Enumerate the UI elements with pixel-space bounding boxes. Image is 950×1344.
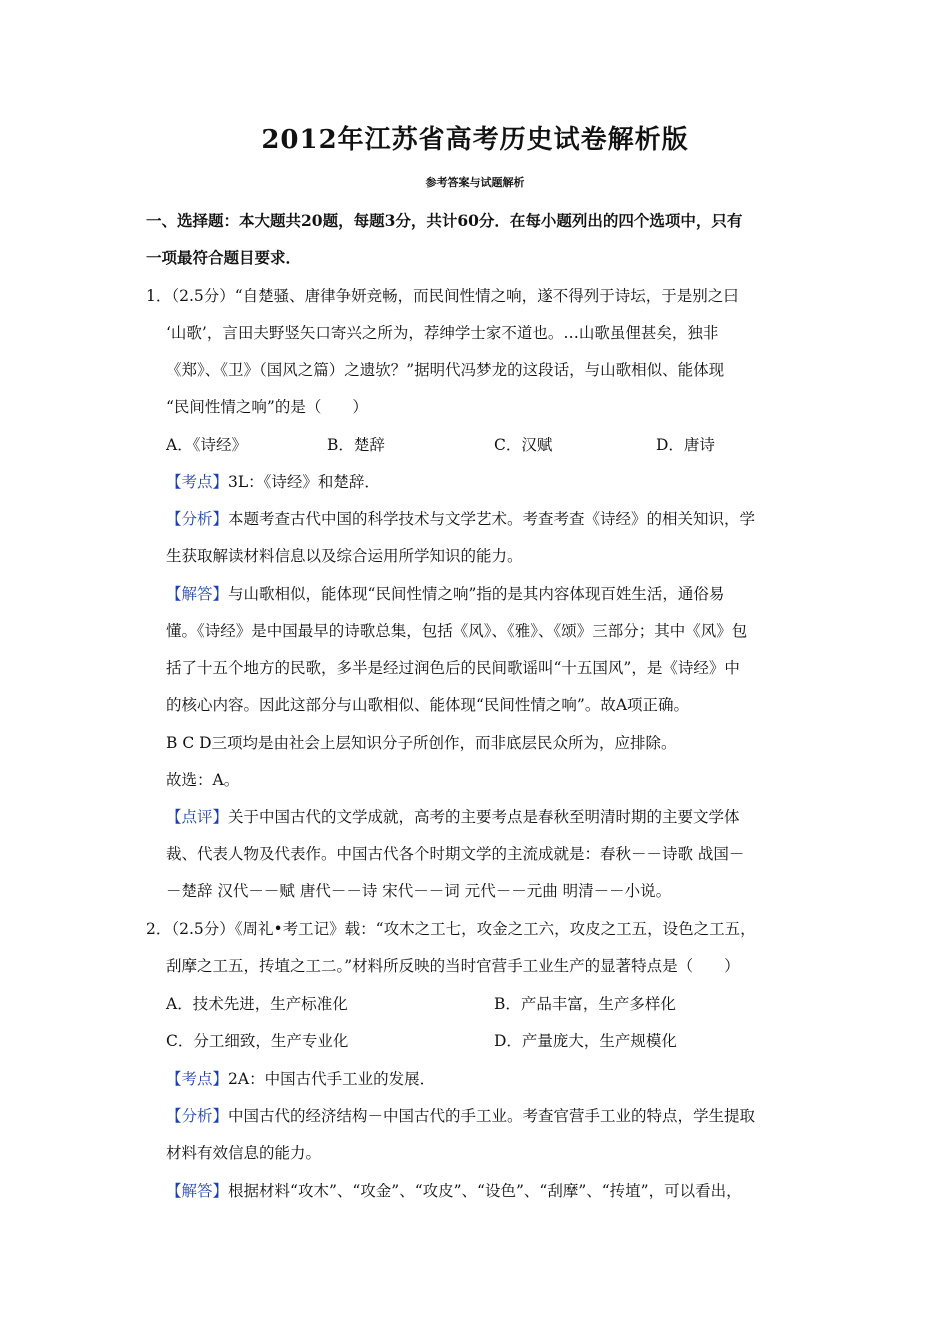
q1-stem-line-4: “民间性情之响”的是（ ） bbox=[166, 398, 368, 416]
q1-jieda-text: 与山歌相似，能体现“民间性情之响”指的是其内容体现百姓生活，通俗易 bbox=[228, 585, 725, 603]
q1-option-a: A．《诗经》 bbox=[166, 436, 247, 454]
q2-kaodian bbox=[166, 1068, 435, 1090]
q1-jieda-line-1 bbox=[166, 583, 724, 605]
fenxi-label: 【分析】 bbox=[166, 1107, 229, 1125]
jieda-label: 【解答】 bbox=[166, 585, 229, 603]
q1-dianping-line-1 bbox=[166, 806, 740, 828]
q1-stem-line-2: ‘山歌’，言田夫野竖矢口寄兴之所为，荐绅学士家不道也。…山歌虽俚甚矣，独非 bbox=[166, 324, 719, 342]
q1-kaodian bbox=[166, 471, 380, 493]
q1-stem-line-1: 1．（2.5分）“自楚骚、唐律争妍竞畅，而民间性情之响，遂不得列于诗坛，于是别之曰 bbox=[146, 287, 739, 305]
q1-dianping-line-3: －楚辞 汉代－－赋 唐代－－诗 宋代－－词 元代－－元曲 明清－－小说。 bbox=[166, 882, 672, 900]
q1-fenxi-line-1 bbox=[166, 508, 755, 530]
q2-stem-line-2: 刮摩之工五，抟埴之工二。”材料所反映的当时官营手工业生产的显著特点是（ ） bbox=[166, 957, 740, 975]
q1-jieda-line-2: 懂。《诗经》是中国最早的诗歌总集，包括《风》、《雅》、《颂》三部分；其中《风》包 bbox=[166, 622, 748, 640]
q2-option-b: B．产品丰富，生产多样化 bbox=[494, 995, 676, 1013]
section-heading-line-1: 一、选择题：本大题共20题，每题3分，共计60分．在每小题列出的四个选项中，只有 bbox=[146, 211, 743, 230]
dianping-label: 【点评】 bbox=[166, 808, 229, 826]
q2-option-d: D．产量庞大，生产规模化 bbox=[494, 1032, 677, 1050]
q2-fenxi-line-2: 材料有效信息的能力。 bbox=[166, 1144, 322, 1162]
q1-option-b: B．楚辞 bbox=[327, 436, 385, 454]
q2-kaodian-text: 2A：中国古代手工业的发展． bbox=[228, 1070, 436, 1088]
document-title: 2012年江苏省高考历史试卷解析版 bbox=[261, 125, 689, 155]
q1-jieda-line-4: 的核心内容。因此这部分与山歌相似、能体现“民间性情之响”。故A项正确。 bbox=[166, 696, 690, 714]
q1-stem-line-3: 《郑》、《卫》（国风之篇）之遗欤？”据明代冯梦龙的这段话，与山歌相似、能体现 bbox=[166, 361, 725, 379]
q2-stem-line-1: 2．（2.5分）《周礼•考工记》载：“攻木之工七，攻金之工六，攻皮之工五，设色之工五， bbox=[146, 920, 756, 938]
q2-option-c: C．分工细致，生产专业化 bbox=[166, 1032, 349, 1050]
q1-kaodian-text: 3L：《诗经》和楚辞． bbox=[228, 473, 380, 491]
q2-option-a: A．技术先进，生产标准化 bbox=[166, 995, 348, 1013]
q2-fenxi-text: 中国古代的经济结构－中国古代的手工业。考查官营手工业的特点，学生提取 bbox=[228, 1107, 756, 1125]
q1-option-c: C．汉赋 bbox=[494, 436, 553, 454]
document-subtitle: 参考答案与试题解析 bbox=[425, 176, 525, 189]
kaodian-label: 【考点】 bbox=[166, 1070, 229, 1088]
jieda-label: 【解答】 bbox=[166, 1182, 229, 1200]
section-heading-line-2: 一项最符合题目要求． bbox=[146, 248, 302, 267]
q2-jieda-text: 根据材料“攻木”、“攻金”、“攻皮”、“设色”、“刮摩”、“抟埴”，可以看出， bbox=[228, 1182, 742, 1200]
q2-jieda-line-1 bbox=[166, 1180, 742, 1202]
q1-dianping-line-2: 裁、代表人物及代表作。中国古代各个时期文学的主流成就是：春秋－－诗歌 战国－ bbox=[166, 845, 745, 863]
q1-fenxi-line-2: 生获取解读材料信息以及综合运用所学知识的能力。 bbox=[166, 547, 523, 565]
kaodian-label: 【考点】 bbox=[166, 473, 229, 491]
q2-fenxi-line-1 bbox=[166, 1105, 755, 1127]
q1-jieda-line-5: B C D三项均是由社会上层知识分子所创作，而非底层民众所为，应排除。 bbox=[166, 734, 677, 752]
q1-fenxi-text: 本题考查古代中国的科学技术与文学艺术。考查考查《诗经》的相关知识，学 bbox=[228, 510, 756, 528]
q1-option-d: D．唐诗 bbox=[656, 436, 715, 454]
q1-dianping-text: 关于中国古代的文学成就，高考的主要考点是春秋至明清时期的主要文学体 bbox=[228, 808, 740, 826]
q1-jieda-line-6: 故选：A。 bbox=[166, 771, 240, 789]
fenxi-label: 【分析】 bbox=[166, 510, 229, 528]
q1-jieda-line-3: 括了十五个地方的民歌，多半是经过润色后的民间歌谣叫“十五国风”，是《诗经》中 bbox=[166, 659, 740, 677]
